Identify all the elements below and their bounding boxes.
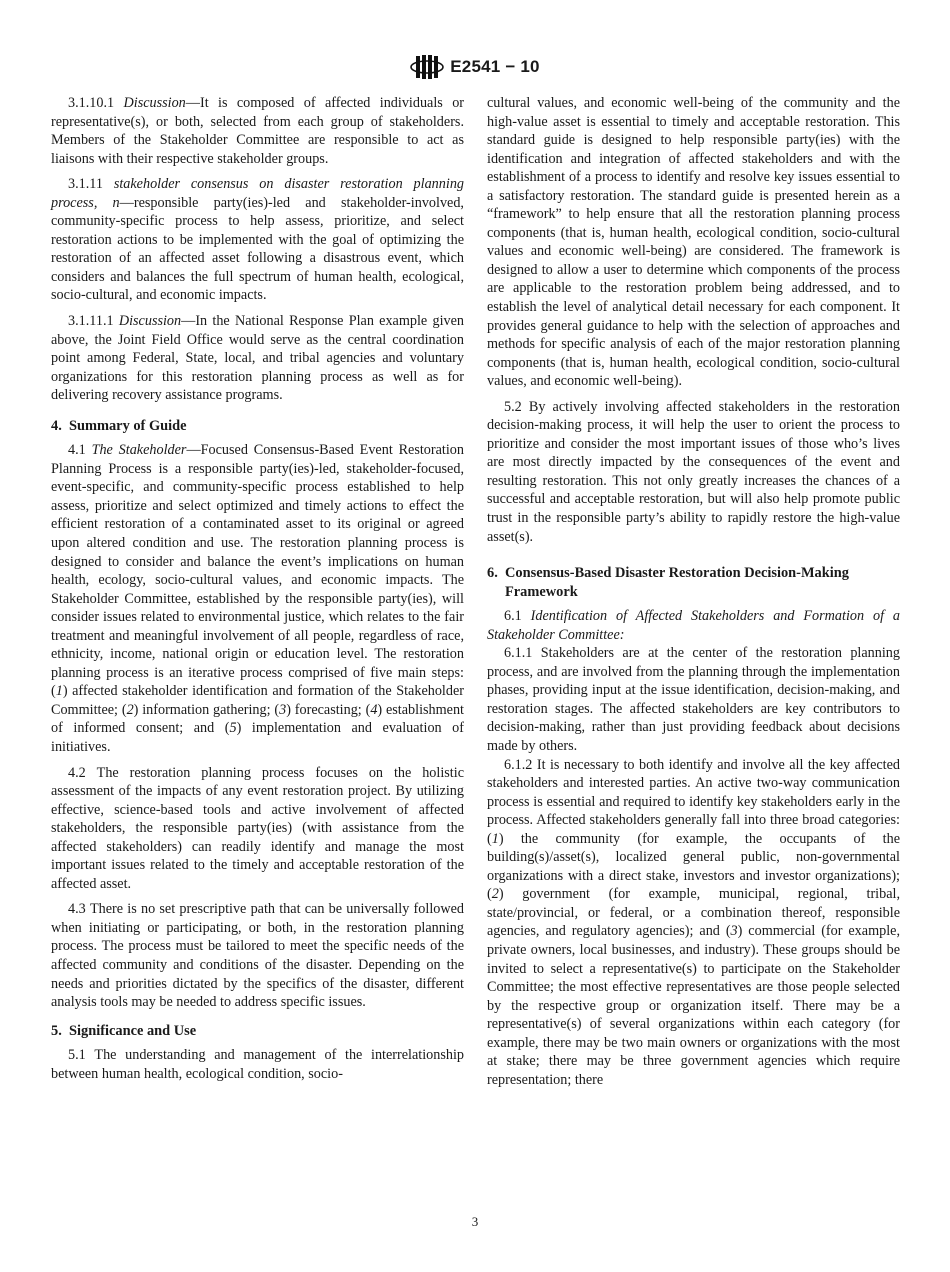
section-heading-6: 6. Consensus-Based Disaster Restoration Decision-Making Framework [487, 565, 849, 600]
paragraph-6-1-2: 6.1.2 It is necessary to both identify and involve all the key affected stakeholders and interested parties. An active two-way communication process is essential and required to identify key stakeholders early in the process. Affected stakeholders generally fall into three broad categories: (1) the community (for example, the occupants of the building(s)/asset(s), localized general public, non-governmental organizations with a direct stake, investors and investor organizations); (2) government (for example, municipal, regional, tribal, state/provincial, or federal, or a combination thereof, responsible agencies, and regulatory agencies); and (3) commercial (for example, private owners, local businesses, and industry). These groups should be invited to select a representative(s) to participate on the Stakeholder Committee; the most effective representatives are those people selected by the respective group or organization itself. There may be a representative(s) of several organizations within each category (for example, there may be two main owners or organizations with the most at stake; there may be three government agencies which require representation; there [487, 756, 900, 1088]
paragraph-5-2: 5.2 By actively involving affected stakeholders in the restoration decision-making process, it will help the user to orient the process to prioritize and consider the most important issues of those who’s lives are most directly impacted by the consequences of the event and resulting restoration. This not only greatly increases the chances of a successful and acceptable restoration, but will also help promote public trust in the responsible party’s ability to rapidly restore the high-value asset(s). [487, 398, 900, 545]
page-header [0, 54, 950, 80]
clause-number: 3.1.10.1 [68, 95, 115, 111]
clause-text: —responsible party(ies)-led and stakeholder-involved, community-specific process to help assess, prioritize, and select restoration actions to be implemented with the goal of optimizing the restoration of an affected asset following a disastrous event, which considers and balances the full spectrum of human health, ecological, socio-cultural, and economic impacts. [51, 194, 464, 304]
left-column [51, 94, 464, 1083]
paragraph-6-1: 6.1 Identification of Affected Stakeholders and Formation of a Stakeholder Committee: [487, 608, 900, 643]
right-column [487, 94, 900, 1096]
section-heading-5: 5. Significance and Use [51, 1022, 197, 1039]
clause-term: Discussion [123, 95, 186, 111]
paragraph-6-1-1: 6.1.1 Stakeholders are at the center of the restoration planning process, and are involved from the planning through the implementation phases, providing input at the issue identification, decision-making, and restoration stages. The affected stakeholders are key contributors to decision-making, rather than just providing feedback about decisions made by others. [487, 645, 900, 754]
paragraph-5-1-continued: cultural values, and economic well-being of the community and the high-value asset is essential to timely and acceptable restoration. This standard guide is designed to help responsible party(ies) with the identification and integration of affected stakeholders and with the establishment of a process to identify and resolve key issues essential to a satisfactory restoration. The standard guide is presented herein as a “framework” to help ensure that all the restoration planning process components (that is, human health, ecological condition, socio-cultural values and economic well-being) are considered. The framework is designed to allow a user to determine which components of the process are applicable to the restoration problem being addressed, and to establish the level of analytical detail necessary for each component. It provides general guidance to help with the selection of approaches and methods for specific analysis of each of the major restoration planning components (that is, human health, ecological condition, socio-cultural values, and economic well-being). [487, 95, 900, 390]
clause-term: Discussion [118, 313, 182, 330]
paragraph-4-2: 4.2 The restoration planning process focuses on the holistic assessment of the impacts of any event restoration project. By utilizing effective, science-based tools and active involvement of affected stakeholders, the responsible party(ies) (with assistance from the affected stakeholders) can readily identify and manage the most important issues related to the timely and acceptable restoration of the affected asset. [51, 764, 464, 892]
paragraph-4-3: 4.3 There is no set prescriptive path that can be universally followed when initiating or participating, or both, in the restoration planning process. The process must be tailored to meet the specific needs of the affected community and conditions of the disaster. Depending on the needs and priorities dictated by the specifics of the disaster, different analysis tools may be needed to address specific issues. [51, 901, 464, 1011]
paragraph-3-1-11-1 [51, 312, 464, 405]
paragraph-3-1-10-1 [51, 94, 464, 168]
defined-term: stakeholder consensus on disaster restoration planning process, n [51, 176, 465, 211]
section-heading-4: 4. Summary of Guide [51, 417, 187, 434]
page-number: 3 [471, 1214, 479, 1229]
clause-text: —It is composed of affected individuals or representative(s), or both, selected from each group of stakeholders. Members of the Stakeholder Committee are responsible to act as liaisons with their respective stakeholder groups. [51, 95, 465, 167]
astm-logo-icon [410, 54, 444, 80]
standard-designation: E2541 − 10 [450, 57, 540, 76]
paragraph-4-1: 4.1 The Stakeholder—Focused Consensus-Based Event Restoration Planning Process is a responsible party(ies)-led, stakeholder-focused, event-specific, and community-specific process established to help assess, prioritize and select optimized and timely actions to effect the efficient restoration of a contaminated asset to its original or agreed upon altered condition and use. The restoration planning process is designed to consider and balance the event’s implications on human health, ecology, socio-cultural values, and economic impacts. The Stakeholder Committee, established by the responsible party(ies), will consider issues related to environmental justice, which relates to the fair treatment and meaningful involvement of all people, regardless of race, ethnicity, income, national origin or education level. The restoration planning process is an iterative process comprised of five main steps: (1) affected stakeholder identification and formation of the Stakeholder Committee; (2) information gathering; (3) forecasting; (4) establishment of informed consent; and (5) implementation and evaluation of initiatives. [51, 442, 465, 755]
clause-text: —In the National Response Plan example given above, the Joint Field Office would serve as the central coordination point among Federal, State, local, and tribal agencies and voluntary organizations for this restoration planning process as well as for delivering recovery assistance programs. [51, 313, 464, 404]
paragraph-5-1: 5.1 The understanding and management of the interrelationship between human health, ecological condition, socio- [51, 1047, 465, 1082]
clause-number: 3.1.11 [68, 176, 103, 193]
clause-number: 3.1.11.1 [68, 313, 114, 330]
paragraph-3-1-11 [51, 175, 464, 305]
